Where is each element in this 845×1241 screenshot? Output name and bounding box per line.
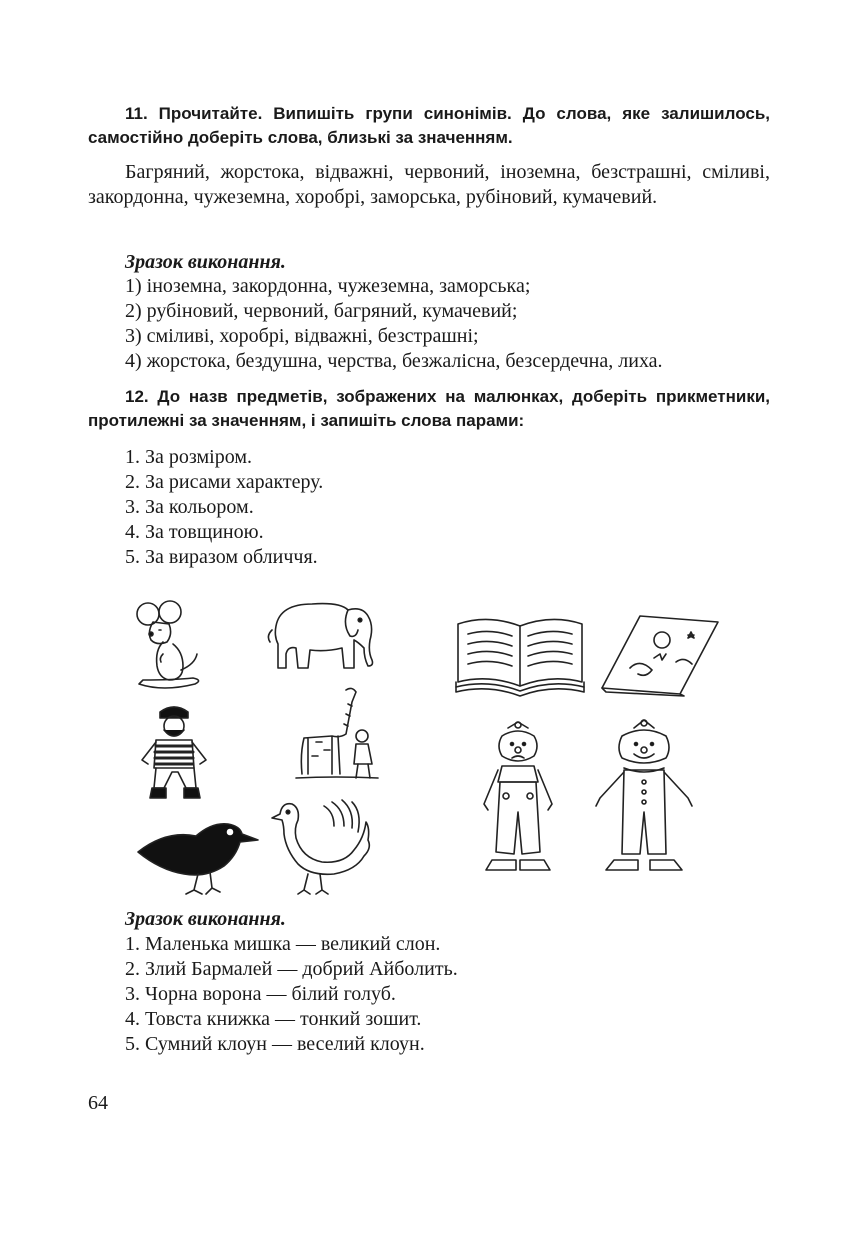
criterion-3: 3. За кольором. <box>125 496 254 518</box>
exercise-11-heading: 11. Прочитайте. Випишіть групи синонімів. До слова, яке залишилось, самостійно доберіть слова, близькі за значенням. <box>88 104 770 147</box>
mouse-illustration <box>133 600 208 692</box>
exercise-12-sample-line-4: 4. Товста книжка — тонкий зошит. <box>125 1008 422 1030</box>
exercise-11-sample-line-4: 4) жорстока, бездушна, черства, безжалісна, безсердечна, лиха. <box>125 350 663 372</box>
aibolit-giraffe-illustration <box>296 684 380 780</box>
barmaley-illustration <box>134 702 216 806</box>
exercise-12-heading: 12. До назв предметів, зображених на малюнках, доберіть прикметники, протилежні за значенням, і запишіть слова парами: <box>88 387 770 430</box>
elephant-illustration <box>262 596 380 674</box>
criterion-1: 1. За розміром. <box>125 446 253 468</box>
dove-illustration <box>268 798 372 896</box>
thick-book-illustration <box>454 612 586 696</box>
exercise-11-sample-title: Зразок виконання. <box>125 251 286 273</box>
exercise-12-sample-line-1: 1. Маленька мишка — великий слон. <box>125 933 441 955</box>
exercise-11-sample-line-1: 1) іноземна, закордонна, чужеземна, заморська; <box>125 275 531 297</box>
criterion-4: 4. За товщиною. <box>125 521 264 543</box>
crow-illustration <box>136 812 262 896</box>
page-number: 64 <box>88 1092 108 1114</box>
exercise-12-sample-line-5: 5. Сумний клоун — веселий клоун. <box>125 1033 425 1055</box>
exercise-12-sample-line-3: 3. Чорна ворона — білий голуб. <box>125 983 396 1005</box>
criterion-2: 2. За рисами характеру. <box>125 471 324 493</box>
criterion-5: 5. За виразом обличчя. <box>125 546 318 568</box>
happy-clown-illustration <box>592 720 696 880</box>
exercise-11-sample-line-3: 3) сміливі, хоробрі, відважні, безстрашні; <box>125 325 479 347</box>
sad-clown-illustration <box>478 722 558 880</box>
exercise-11-sample-line-2: 2) рубіновий, червоний, багряний, кумачевий; <box>125 300 518 322</box>
exercise-11-text: Багряний, жорстока, відважні, червоний, іноземна, безстрашні, сміливі, закордонна, чужеземна, хоробрі, заморська, рубіновий, кумачевий. <box>88 161 770 208</box>
exercise-12-sample-line-2: 2. Злий Бармалей — добрий Айболить. <box>125 958 458 980</box>
exercise-12-sample-title: Зразок виконання. <box>125 908 286 930</box>
thin-notebook-illustration <box>600 612 720 696</box>
